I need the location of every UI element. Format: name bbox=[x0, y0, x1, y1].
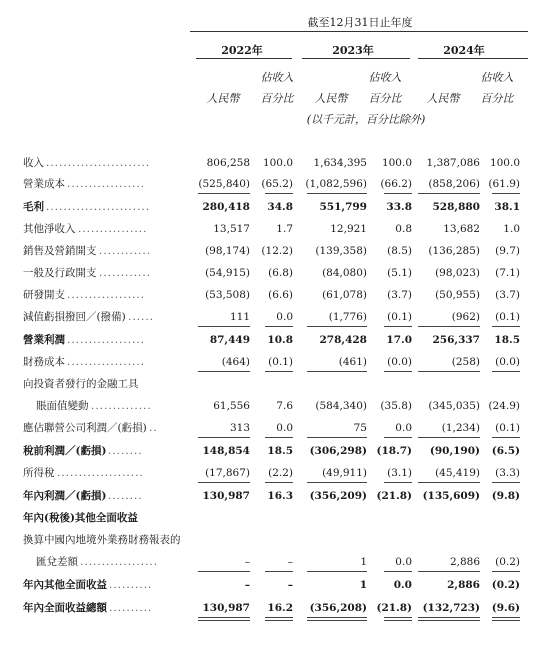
value-2024-pct: (7.1) bbox=[495, 267, 520, 279]
value-2023-pct: (66.2) bbox=[380, 178, 412, 190]
table-row bbox=[0, 510, 550, 526]
leader-dots: .............. bbox=[91, 400, 152, 412]
underline bbox=[307, 617, 367, 618]
value-2022-pct: – bbox=[287, 556, 293, 568]
underline bbox=[307, 571, 367, 572]
table-row bbox=[0, 243, 550, 259]
table-row bbox=[0, 465, 550, 481]
value-2023-rmb: (1,082,596) bbox=[305, 178, 367, 190]
value-2024-pct: 1.0 bbox=[503, 223, 520, 235]
pct-bottom-2024: 百分比 bbox=[480, 92, 514, 105]
underline bbox=[198, 326, 250, 327]
table-row bbox=[0, 443, 550, 459]
table-row bbox=[0, 265, 550, 281]
table-row bbox=[0, 155, 550, 171]
underline bbox=[492, 620, 520, 621]
value-2023-rmb: 278,428 bbox=[319, 334, 367, 346]
year-underline-2024 bbox=[418, 58, 528, 59]
table-row bbox=[0, 488, 550, 504]
value-2024-rmb: (1,234) bbox=[441, 422, 480, 434]
value-2024-rmb: 13,682 bbox=[443, 223, 480, 235]
underline bbox=[492, 571, 520, 572]
row-label: 應佔聯營公司利潤／(虧損) bbox=[23, 422, 147, 434]
leader-dots: ........ bbox=[108, 490, 143, 502]
value-2022-pct: 16.3 bbox=[267, 490, 293, 502]
underline bbox=[384, 193, 412, 194]
underline bbox=[384, 571, 412, 572]
value-2023-pct: (3.1) bbox=[387, 467, 412, 479]
value-2024-rmb: (132,723) bbox=[422, 602, 480, 614]
underline bbox=[418, 620, 480, 621]
table-row bbox=[0, 309, 550, 325]
value-2022-rmb: 130,987 bbox=[202, 602, 250, 614]
value-2023-rmb: 1,634,395 bbox=[313, 157, 367, 169]
period-underline bbox=[190, 31, 528, 32]
value-2023-rmb: 1 bbox=[360, 556, 367, 568]
pct-top-2022: 佔收入 bbox=[260, 71, 294, 84]
underline bbox=[384, 617, 412, 618]
underline bbox=[418, 193, 480, 194]
value-2022-pct: 1.7 bbox=[276, 223, 293, 235]
leader-dots: .. bbox=[149, 422, 158, 434]
row-label: 其他淨收入 bbox=[23, 223, 76, 235]
value-2022-rmb: 130,987 bbox=[202, 490, 250, 502]
row-label: 研發開支 bbox=[23, 289, 65, 301]
value-2022-rmb: (54,915) bbox=[205, 267, 250, 279]
underline bbox=[265, 620, 293, 621]
leader-dots: ............ bbox=[99, 245, 152, 257]
value-2024-pct: (6.5) bbox=[491, 445, 520, 457]
value-2022-rmb: 111 bbox=[229, 311, 250, 323]
underline bbox=[198, 482, 250, 483]
underline bbox=[418, 571, 480, 572]
value-2024-pct: 100.0 bbox=[489, 157, 520, 169]
value-2022-rmb: 280,418 bbox=[202, 201, 250, 213]
value-2024-rmb: 2,886 bbox=[447, 579, 480, 591]
value-2022-pct: (6.6) bbox=[268, 289, 293, 301]
value-2023-pct: 33.8 bbox=[386, 201, 412, 213]
value-2022-rmb: (17,867) bbox=[205, 467, 250, 479]
value-2024-rmb: 2,886 bbox=[449, 556, 480, 568]
value-2023-rmb: 1 bbox=[359, 579, 367, 591]
rmb-2024: 人民幣 bbox=[426, 92, 460, 105]
row-label: 匯兌差額 bbox=[36, 556, 78, 568]
year-underline-2022 bbox=[196, 58, 292, 59]
underline bbox=[492, 482, 520, 483]
leader-dots: ........................ bbox=[46, 157, 151, 169]
underline bbox=[418, 371, 480, 372]
row-label: 年內其他全面收益 bbox=[23, 579, 107, 591]
value-2024-pct: 38.1 bbox=[494, 201, 520, 213]
table-row bbox=[0, 376, 550, 392]
underline bbox=[418, 437, 480, 438]
value-2024-rmb: (136,285) bbox=[428, 245, 480, 257]
underline bbox=[418, 326, 480, 327]
value-2023-rmb: 75 bbox=[353, 422, 367, 434]
value-2022-pct: (65.2) bbox=[261, 178, 293, 190]
value-2022-rmb: 313 bbox=[229, 422, 250, 434]
table-row bbox=[0, 332, 550, 348]
underline bbox=[198, 193, 250, 194]
value-2024-rmb: (135,609) bbox=[422, 490, 480, 502]
value-2022-pct: (2.2) bbox=[268, 467, 293, 479]
underline bbox=[307, 193, 367, 194]
value-2024-pct: (9.6) bbox=[491, 602, 520, 614]
row-label: 減值虧損撥回／(撥備) bbox=[23, 311, 126, 323]
table-row bbox=[0, 176, 550, 192]
value-2022-pct: (6.8) bbox=[268, 267, 293, 279]
underline bbox=[384, 482, 412, 483]
year-underline-2023 bbox=[302, 58, 410, 59]
underline bbox=[198, 571, 250, 572]
underline bbox=[198, 437, 250, 438]
underline bbox=[307, 326, 367, 327]
value-2024-rmb: (50,955) bbox=[435, 289, 480, 301]
value-2022-rmb: (525,840) bbox=[198, 178, 250, 190]
value-2023-pct: (3.7) bbox=[387, 289, 412, 301]
underline bbox=[198, 617, 250, 618]
value-2024-pct: (0.2) bbox=[495, 556, 520, 568]
value-2024-rmb: (345,035) bbox=[428, 400, 480, 412]
value-2022-pct: 100.0 bbox=[262, 157, 293, 169]
value-2024-rmb: 1,387,086 bbox=[426, 157, 480, 169]
pct-bottom-2022: 百分比 bbox=[260, 92, 294, 105]
value-2023-pct: 17.0 bbox=[386, 334, 412, 346]
value-2023-pct: 0.0 bbox=[395, 422, 412, 434]
underline bbox=[307, 437, 367, 438]
value-2023-rmb: (84,080) bbox=[322, 267, 367, 279]
value-2022-rmb: 806,258 bbox=[206, 157, 250, 169]
value-2023-rmb: (306,298) bbox=[309, 445, 367, 457]
row-label: 換算中國內地境外業務財務報表的 bbox=[23, 534, 181, 546]
value-2022-pct: (0.1) bbox=[268, 356, 293, 368]
value-2023-pct: 100.0 bbox=[381, 157, 412, 169]
underline bbox=[265, 326, 293, 327]
underline bbox=[492, 371, 520, 372]
row-label: 稅前利潤／(虧損) bbox=[23, 445, 107, 457]
value-2024-pct: 18.5 bbox=[494, 334, 520, 346]
value-2023-pct: (21.8) bbox=[376, 602, 412, 614]
value-2023-rmb: 551,799 bbox=[319, 201, 367, 213]
row-label: 年內(稅後)其他全面收益 bbox=[23, 512, 138, 524]
value-2022-pct: (12.2) bbox=[261, 245, 293, 257]
value-2023-rmb: (356,208) bbox=[309, 602, 367, 614]
value-2024-rmb: (45,419) bbox=[435, 467, 480, 479]
value-2022-rmb: 61,556 bbox=[213, 400, 250, 412]
value-2022-rmb: 87,449 bbox=[209, 334, 250, 346]
value-2023-pct: 0.8 bbox=[395, 223, 412, 235]
value-2024-pct: (0.0) bbox=[495, 356, 520, 368]
leader-dots: .................. bbox=[67, 289, 146, 301]
value-2022-pct: 10.8 bbox=[267, 334, 293, 346]
table-row bbox=[0, 554, 550, 570]
table-row bbox=[0, 221, 550, 237]
leader-dots: ................ bbox=[78, 223, 148, 235]
period-header: 截至12月31日止年度 bbox=[307, 16, 413, 29]
value-2022-pct: 0.0 bbox=[276, 422, 293, 434]
value-2023-rmb: (139,358) bbox=[315, 245, 367, 257]
value-2022-rmb: – bbox=[244, 579, 250, 591]
underline bbox=[384, 437, 412, 438]
value-2023-pct: (5.1) bbox=[387, 267, 412, 279]
pct-top-2024: 佔收入 bbox=[480, 71, 514, 84]
pct-bottom-2023: 百分比 bbox=[368, 92, 402, 105]
row-label: 營業利潤 bbox=[23, 334, 65, 346]
underline bbox=[492, 437, 520, 438]
table-row bbox=[0, 577, 550, 593]
leader-dots: ............ bbox=[99, 267, 152, 279]
value-2022-pct: 0.0 bbox=[276, 311, 293, 323]
value-2024-rmb: (962) bbox=[451, 311, 480, 323]
row-label: 銷售及營銷開支 bbox=[23, 245, 97, 257]
value-2022-pct: – bbox=[287, 579, 293, 591]
year-2024: 2024年 bbox=[443, 44, 485, 57]
underline bbox=[384, 326, 412, 327]
row-label: 毛利 bbox=[23, 201, 44, 213]
value-2023-pct: (35.8) bbox=[380, 400, 412, 412]
leader-dots: .................. bbox=[67, 334, 146, 346]
leader-dots: .......... bbox=[109, 602, 153, 614]
row-label: 財務成本 bbox=[23, 356, 65, 368]
value-2022-rmb: 13,517 bbox=[213, 223, 250, 235]
value-2023-pct: (0.1) bbox=[387, 311, 412, 323]
value-2022-pct: 34.8 bbox=[267, 201, 293, 213]
table-row bbox=[0, 354, 550, 370]
rmb-2022: 人民幣 bbox=[206, 92, 240, 105]
value-2022-rmb: (464) bbox=[221, 356, 250, 368]
leader-dots: .................. bbox=[67, 356, 146, 368]
underline bbox=[198, 371, 250, 372]
row-label: 營業成本 bbox=[23, 178, 65, 190]
unit-note: (以千元計，百分比除外) bbox=[306, 113, 426, 126]
underline bbox=[265, 371, 293, 372]
value-2022-pct: 7.6 bbox=[276, 400, 293, 412]
value-2024-pct: (3.3) bbox=[495, 467, 520, 479]
value-2023-pct: (8.5) bbox=[387, 245, 412, 257]
underline bbox=[265, 482, 293, 483]
table-row bbox=[0, 420, 550, 436]
row-label: 收入 bbox=[23, 157, 44, 169]
value-2022-rmb: (98,174) bbox=[205, 245, 250, 257]
value-2023-rmb: (584,340) bbox=[315, 400, 367, 412]
table-row bbox=[0, 287, 550, 303]
underline bbox=[418, 617, 480, 618]
underline bbox=[265, 437, 293, 438]
value-2024-pct: (0.1) bbox=[495, 422, 520, 434]
underline bbox=[265, 193, 293, 194]
value-2024-pct: (0.1) bbox=[495, 311, 520, 323]
underline bbox=[384, 371, 412, 372]
value-2024-rmb: 256,337 bbox=[432, 334, 480, 346]
pct-top-2023: 佔收入 bbox=[368, 71, 402, 84]
underline bbox=[492, 193, 520, 194]
table-row bbox=[0, 600, 550, 616]
value-2024-pct: (9.8) bbox=[491, 490, 520, 502]
value-2023-rmb: (61,078) bbox=[322, 289, 367, 301]
value-2024-pct: (9.7) bbox=[495, 245, 520, 257]
value-2023-rmb: (461) bbox=[338, 356, 367, 368]
leader-dots: .................... bbox=[57, 467, 144, 479]
leader-dots: .......... bbox=[109, 579, 153, 591]
row-label: 向投資者發行的金融工具 bbox=[23, 378, 139, 390]
underline bbox=[198, 620, 250, 621]
value-2023-rmb: 12,921 bbox=[330, 223, 367, 235]
underline bbox=[307, 371, 367, 372]
leader-dots: ........................ bbox=[46, 201, 151, 213]
underline bbox=[307, 620, 367, 621]
value-2024-rmb: (858,206) bbox=[428, 178, 480, 190]
row-label: 賬面值變動 bbox=[36, 400, 89, 412]
value-2023-pct: (0.0) bbox=[387, 356, 412, 368]
leader-dots: ........ bbox=[108, 445, 143, 457]
leader-dots: .................. bbox=[80, 556, 159, 568]
value-2023-rmb: (1,776) bbox=[328, 311, 367, 323]
row-label: 年內全面收益總額 bbox=[23, 602, 107, 614]
value-2024-pct: (61.9) bbox=[488, 178, 520, 190]
underline bbox=[492, 617, 520, 618]
table-row bbox=[0, 398, 550, 414]
value-2023-pct: (21.8) bbox=[376, 490, 412, 502]
underline bbox=[418, 482, 480, 483]
value-2024-rmb: 528,880 bbox=[432, 201, 480, 213]
row-label: 年內利潤／(虧損) bbox=[23, 490, 107, 502]
row-label: 一般及行政開支 bbox=[23, 267, 97, 279]
value-2023-rmb: (356,209) bbox=[309, 490, 367, 502]
leader-dots: .................. bbox=[67, 178, 146, 190]
value-2024-pct: (24.9) bbox=[488, 400, 520, 412]
underline bbox=[307, 482, 367, 483]
underline bbox=[265, 571, 293, 572]
table-row bbox=[0, 199, 550, 215]
value-2024-rmb: (258) bbox=[451, 356, 480, 368]
year-2023: 2023年 bbox=[332, 44, 374, 57]
table-row bbox=[0, 532, 550, 548]
underline bbox=[384, 620, 412, 621]
row-label: 所得稅 bbox=[23, 467, 55, 479]
value-2022-rmb: (53,508) bbox=[205, 289, 250, 301]
value-2023-pct: 0.0 bbox=[395, 556, 412, 568]
rmb-2023: 人民幣 bbox=[314, 92, 348, 105]
underline bbox=[492, 326, 520, 327]
value-2024-rmb: (98,023) bbox=[435, 267, 480, 279]
leader-dots: ...... bbox=[128, 311, 155, 323]
value-2023-rmb: (49,911) bbox=[322, 467, 367, 479]
value-2023-pct: 0.0 bbox=[393, 579, 412, 591]
underline bbox=[265, 617, 293, 618]
value-2022-rmb: – bbox=[244, 556, 250, 568]
value-2024-pct: (0.2) bbox=[491, 579, 520, 591]
value-2024-rmb: (90,190) bbox=[429, 445, 480, 457]
value-2022-rmb: 148,854 bbox=[202, 445, 250, 457]
value-2024-pct: (3.7) bbox=[495, 289, 520, 301]
value-2022-pct: 16.2 bbox=[267, 602, 293, 614]
year-2022: 2022年 bbox=[221, 44, 263, 57]
value-2022-pct: 18.5 bbox=[267, 445, 293, 457]
value-2023-pct: (18.7) bbox=[376, 445, 412, 457]
